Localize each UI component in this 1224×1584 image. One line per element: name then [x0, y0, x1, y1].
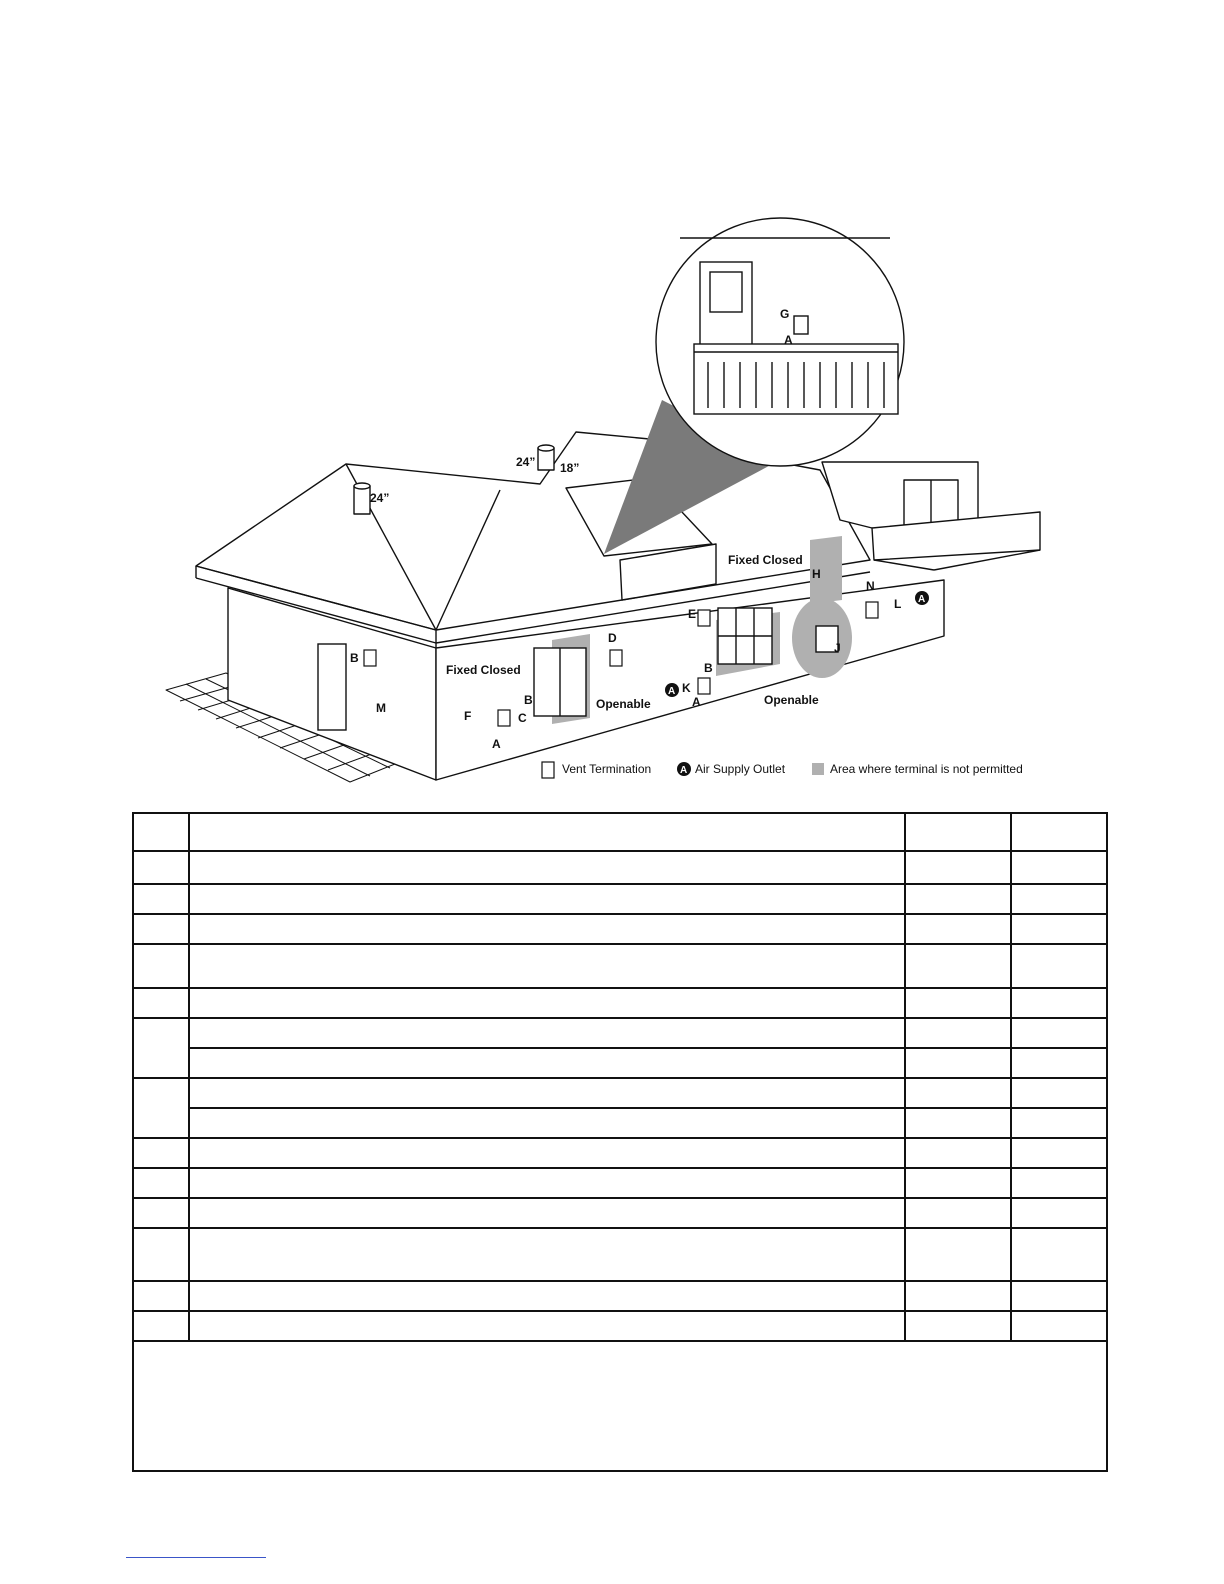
- air-supply-outlet-icon: [665, 683, 679, 697]
- label-m: M: [376, 701, 386, 715]
- label-c: C: [518, 711, 527, 725]
- label-fixed-closed-door: Fixed Closed: [446, 663, 521, 677]
- roof-vent-left: [354, 483, 370, 514]
- svg-text:A: A: [918, 594, 926, 605]
- svg-text:A: A: [668, 686, 676, 697]
- vent-termination-icon: [866, 602, 878, 618]
- label-n: N: [866, 579, 875, 593]
- legend: [542, 762, 1023, 778]
- table-rule: [134, 1197, 1106, 1199]
- table-rule: [134, 987, 1106, 989]
- table-col-divider: [904, 814, 906, 1342]
- inset-detail: [656, 218, 904, 466]
- table-rule: [190, 1107, 1106, 1109]
- label-j: J: [834, 641, 841, 655]
- label-fixed-closed-window: Fixed Closed: [728, 553, 803, 567]
- table-rule: [134, 1280, 1106, 1282]
- label-l: L: [894, 597, 902, 611]
- label-b-side: B: [350, 651, 359, 665]
- vent-termination-icon: [542, 762, 554, 778]
- table-rule: [134, 1167, 1106, 1169]
- label-f: F: [464, 709, 472, 723]
- table-rule: [134, 1017, 1106, 1019]
- label-openable-window: Openable: [764, 693, 819, 707]
- side-door: [318, 644, 346, 730]
- label-b-door: B: [524, 693, 533, 707]
- table-rule: [134, 883, 1106, 885]
- table-rule: [134, 1310, 1106, 1312]
- label-g: G: [780, 307, 790, 321]
- table-rule: [134, 1340, 1106, 1342]
- label-18: 18”: [560, 461, 580, 475]
- roof-vent-right: [538, 445, 554, 470]
- air-supply-outlet-icon: [915, 591, 929, 605]
- restricted-area-swatch: [812, 763, 824, 775]
- label-d: D: [608, 631, 617, 645]
- vent-termination-icon: [698, 610, 710, 626]
- legend-air-label: Air Supply Outlet: [695, 762, 786, 776]
- legend-area-label: Area where terminal is not permitted: [830, 762, 1023, 776]
- clearance-table: [132, 812, 1108, 1472]
- label-a-front: A: [492, 737, 501, 751]
- label-a-window: A: [692, 695, 701, 709]
- vent-termination-icon: [698, 678, 710, 694]
- label-b-window: B: [704, 661, 713, 675]
- label-e: E: [688, 607, 697, 621]
- footer-link-rule: [126, 1557, 266, 1558]
- label-a-inset: A: [784, 333, 793, 347]
- label-24-right: 24”: [516, 455, 536, 469]
- svg-text:A: A: [680, 765, 688, 776]
- label-k: K: [682, 681, 691, 695]
- vent-termination-icon: [610, 650, 622, 666]
- legend-vent-label: Vent Termination: [562, 762, 652, 776]
- table-rule: [134, 1227, 1106, 1229]
- table-rule: [134, 850, 1106, 852]
- table-rule: [134, 943, 1106, 945]
- table-rule: [134, 1137, 1106, 1139]
- table-rule: [134, 1077, 1106, 1079]
- table-rule: [190, 1047, 1106, 1049]
- label-h: H: [812, 567, 821, 581]
- label-24-left: 24”: [370, 491, 390, 505]
- table-col-divider: [188, 814, 190, 1342]
- vent-termination-icon: [364, 650, 376, 666]
- table-col-divider: [1010, 814, 1012, 1342]
- label-openable-door: Openable: [596, 697, 651, 711]
- table-rule: [134, 913, 1106, 915]
- vent-termination-icon: [498, 710, 510, 726]
